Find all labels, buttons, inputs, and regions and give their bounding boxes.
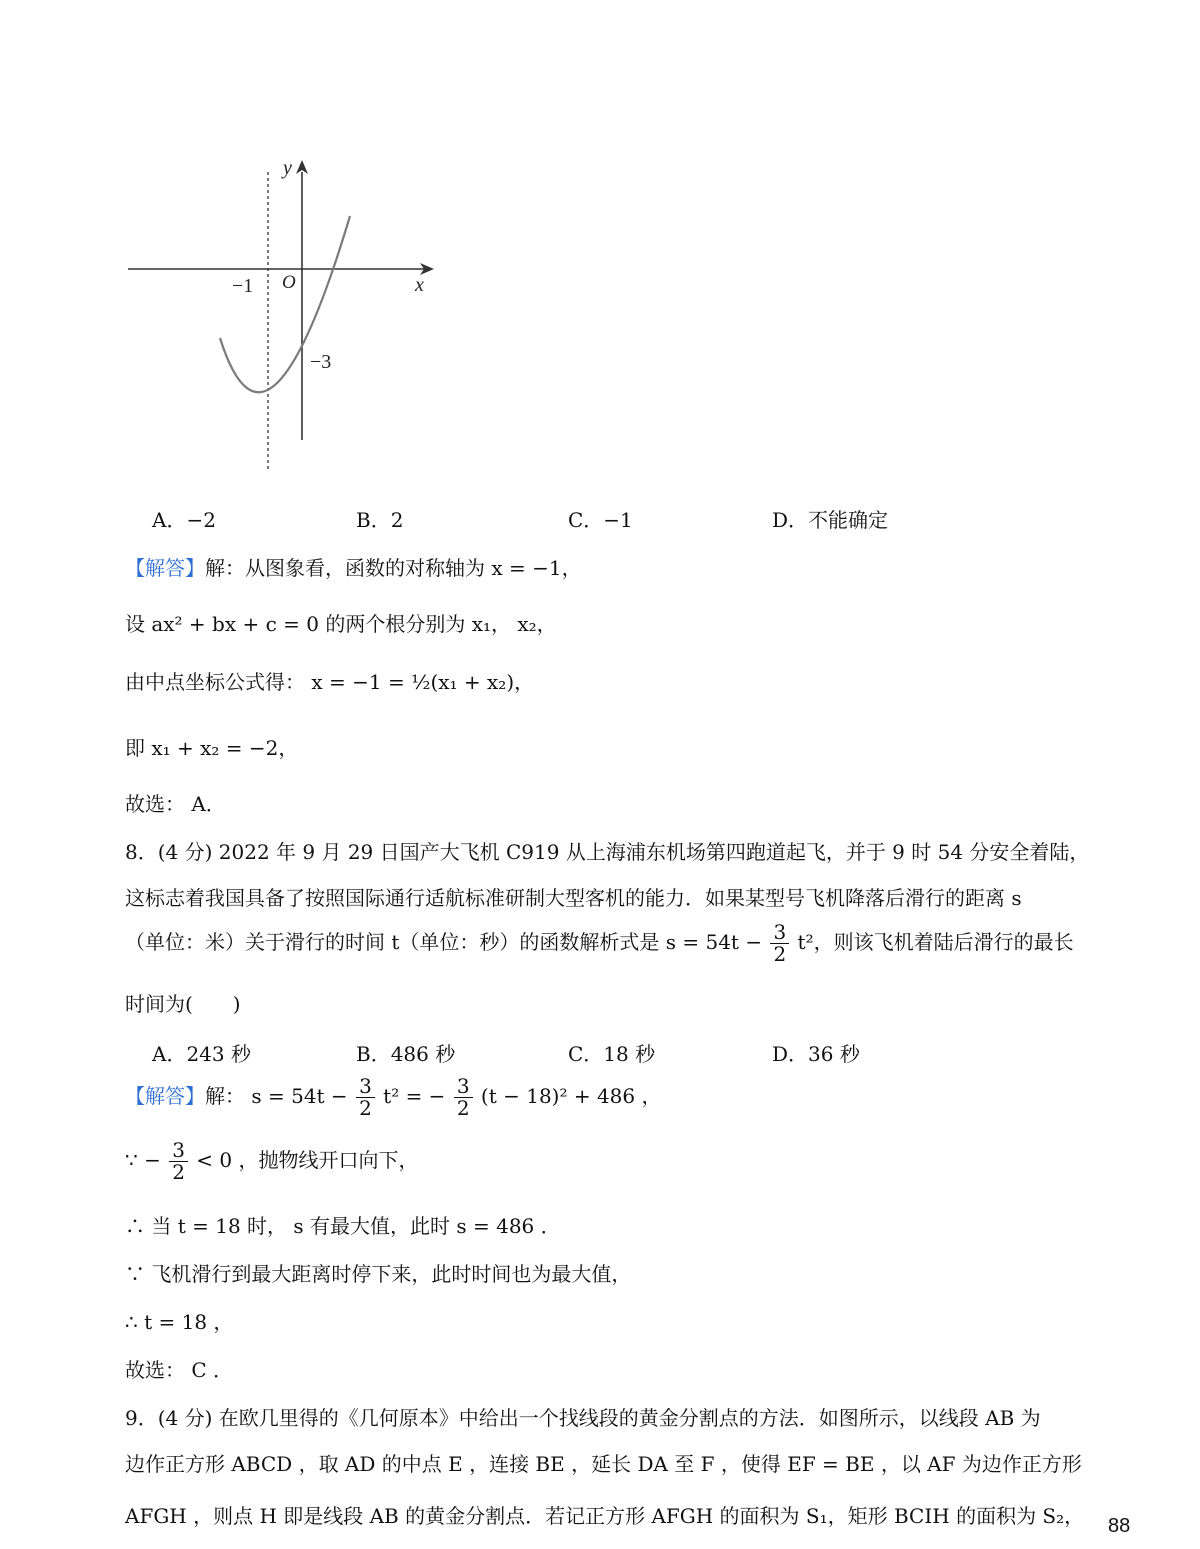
- q8-solution-line-5: ∴ t = 18 ，: [125, 1310, 234, 1334]
- parabola-graph: [120, 150, 450, 495]
- q8-sol2-text-a: ∵ −: [125, 1148, 161, 1172]
- q8-stem-line-3: [125, 922, 1074, 965]
- q7-option-b: B．2: [356, 508, 404, 532]
- fraction-denominator: 2: [773, 942, 787, 966]
- fraction-denominator: 2: [456, 1096, 470, 1120]
- y-axis-arrow-icon: [296, 160, 308, 174]
- q8-option-c: C．18 秒: [568, 1042, 656, 1066]
- q8-sol2-fraction: [169, 1140, 188, 1183]
- fraction-numerator: 3: [770, 922, 789, 944]
- q7-solution-line-5: 故选： A．: [125, 792, 226, 816]
- x-axis-label: x: [415, 274, 424, 296]
- q8-sol2-text-b: < 0 ，抛物线开口向下，: [196, 1148, 419, 1172]
- q7-solution-line-2: 设 ax² + bx + c = 0 的两个根分别为 x₁， x₂，: [125, 612, 557, 636]
- q8-solution-line-1: [125, 1076, 662, 1119]
- q7-answer-tag: 【解答】: [125, 556, 205, 580]
- q8-answer-tag: 【解答】: [125, 1084, 205, 1108]
- q8-option-a: A．243 秒: [152, 1042, 251, 1066]
- fraction-numerator: 3: [169, 1140, 188, 1162]
- q8-stem-line-2: 这标志着我国具备了按照国际通行适航标准研制大型客机的能力．如果某型号飞机降落后滑行的距离 s: [125, 886, 1022, 910]
- fraction-numerator: 3: [454, 1076, 473, 1098]
- q7-solution-text-1: 解：从图象看，函数的对称轴为 x = −1，: [205, 556, 582, 580]
- q8-solution-line-4: ∵ 飞机滑行到最大距离时停下来，此时时间也为最大值，: [125, 1262, 632, 1286]
- graph-svg: [120, 150, 450, 490]
- q8-sol1-fraction-2: [454, 1076, 473, 1119]
- neg-one-label: −1: [232, 275, 254, 297]
- y-axis-label: y: [283, 157, 292, 179]
- neg-three-label: −3: [310, 351, 332, 373]
- origin-label: O: [282, 272, 296, 293]
- q7-solution-line-1: [125, 552, 582, 581]
- q7-option-a: A．−2: [152, 508, 216, 532]
- q9-stem-line-2: 边作正方形 ABCD ，取 AD 的中点 E ，连接 BE ，延长 DA 至 F ，使得 EF = BE ，以 AF 为边作正方形: [125, 1452, 1082, 1476]
- q8-sol1-fraction-1: [356, 1076, 375, 1119]
- q8-solution-line-2: [125, 1140, 419, 1183]
- fraction-denominator: 2: [172, 1160, 185, 1184]
- q8-stem-line-1: 8．(4 分) 2022 年 9 月 29 日国产大飞机 C919 从上海浦东机场第四跑道起飞，并于 9 时 54 分安全着陆，: [125, 840, 1090, 864]
- q8-solution-line-3: ∴ 当 t = 18 时， s 有最大值，此时 s = 486 ．: [125, 1214, 561, 1238]
- q8-sol1-text-b: t² = −: [383, 1084, 446, 1108]
- q7-option-c: C．−1: [568, 508, 633, 532]
- q7-solution-line-3: 由中点坐标公式得： x = −1 = ½(x₁ + x₂)，: [125, 670, 535, 694]
- fraction-numerator: 3: [356, 1076, 375, 1098]
- q8-option-b: B．486 秒: [356, 1042, 456, 1066]
- q8-solution-line-6: 故选： C ．: [125, 1358, 234, 1382]
- q8-option-d: D．36 秒: [772, 1042, 860, 1066]
- q8-stem-line-3-text-b: t²，则该飞机着陆后滑行的最长: [797, 930, 1074, 954]
- q7-option-d: D．不能确定: [772, 508, 889, 532]
- q9-stem-line-3: AFGH ，则点 H 即是线段 AB 的黄金分割点．若记正方形 AFGH 的面积为 S₁，矩形 BCIH 的面积为 S₂，: [125, 1504, 1085, 1528]
- q9-stem-line-1: 9．(4 分) 在欧几里得的《几何原本》中给出一个找线段的黄金分割点的方法．如图所示，以线段 AB 为: [125, 1406, 1041, 1430]
- q7-solution-line-4: 即 x₁ + x₂ = −2，: [125, 736, 299, 760]
- q8-stem-line-4: 时间为( ): [125, 992, 241, 1016]
- fraction-denominator: 2: [359, 1096, 372, 1120]
- q8-stem-line-3-text-a: （单位：米）关于滑行的时间 t（单位：秒）的函数解析式是 s = 54t −: [125, 930, 763, 954]
- q8-sol1-text-a: 解： s = 54t −: [205, 1084, 348, 1108]
- q8-stem-fraction: [770, 922, 789, 965]
- page-number: 88: [1108, 1515, 1131, 1537]
- q8-sol1-text-c: (t − 18)² + 486 ，: [480, 1084, 662, 1108]
